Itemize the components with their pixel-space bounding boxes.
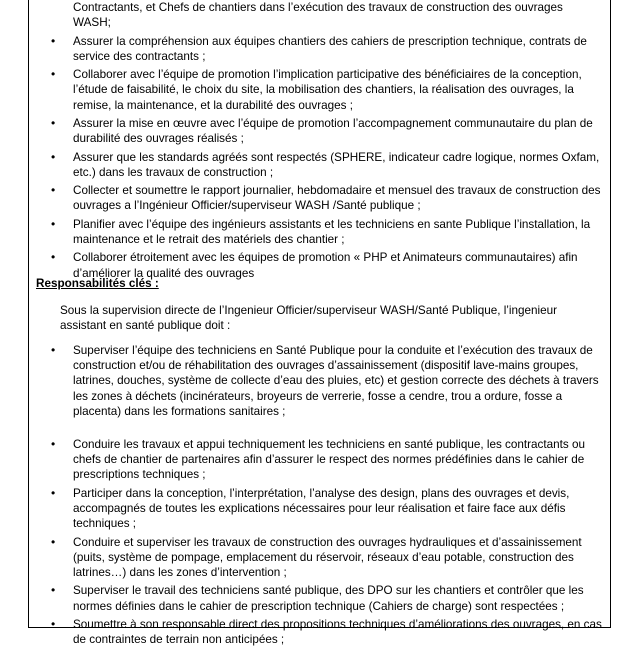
bullet-icon: •: [51, 534, 56, 549]
bullet-icon: •: [51, 216, 56, 231]
bullet-icon: •: [51, 485, 56, 500]
bullet-icon: •: [51, 583, 56, 598]
bullet-icon: •: [51, 343, 56, 357]
bullet-icon: •: [51, 183, 56, 198]
bullet-icon: •: [51, 67, 56, 82]
list-item-text: Planifier avec l’équipe des ingénieurs assistants et les techniciens en sante Publique l’installation, la maintenance et le retrait des matériels des chantier ;: [73, 217, 591, 246]
section-heading: Responsabilités clés :: [36, 277, 159, 290]
list-item-text: Assurer la compréhension aux équipes chantiers des cahiers de prescription technique, contrats de service des contractants ;: [73, 34, 587, 63]
list-item: [29, 0, 612, 30]
bullet-icon: •: [51, 115, 56, 130]
list-item: [29, 183, 612, 213]
list-item-text: Collecter et soumettre le rapport journalier, hebdomadaire et mensuel des travaux de construction des ouvrages a l’Ingénieur Officier/superviseur WASH /Santé publique ;: [73, 184, 601, 213]
list-item: [29, 34, 612, 64]
list-item: [29, 486, 612, 532]
list-item-text: Assurer la mise en œuvre avec l’équipe de promotion l’accompagnement communautaire du plan de durabilité des ouvrages réalisés ;: [73, 116, 593, 146]
list-item-text: Soumettre à son responsable direct des propositions techniques d’améliorations des ouvrages, en cas de contraintes de terrain non anticipées ;: [73, 618, 602, 647]
list-item: [29, 437, 612, 483]
bullet-icon: •: [51, 149, 56, 164]
list-item: [29, 67, 612, 113]
bullet-icon: •: [51, 33, 56, 48]
list-item: [29, 583, 612, 613]
list-item: [29, 150, 612, 180]
bullet-icon: •: [51, 437, 56, 452]
intro-paragraph: Sous la supervision directe de l’Ingenieur Officier/superviseur WASH/Santé Publique, l’ingenieur assistant en santé publique doit :: [60, 304, 557, 333]
list-item: [29, 217, 612, 247]
list-item-text: Assurer que les standards agréés sont respectés (SPHERE, indicateur cadre logique, normes Oxfam, etc.) dans les travaux de construction ;: [73, 150, 600, 179]
bullet-icon: •: [51, 617, 56, 631]
list-item-text: Superviser l’équipe des techniciens en Santé Publique pour la conduite et l’exécution des travaux de construction et/ou de réhabilitation des ouvrages d’assainissement (dispositif lave-mains groupes, latrines, douches, système de collecte d’eau des pluies, etc) et gestion correcte des déchets à travers les zones à déchets (incinérateurs, broyeurs de verrerie, fosse a cendre, trou a ordure, fosse a placenta) dans les formations sanitaires ;: [73, 344, 599, 418]
list-item-text: Collaborer avec l’équipe de promotion l’implication participative des bénéficiaires de la conception, l’étude de faisabilité, le choix du site, la mobilisation des chantiers, la réalisation des ouvrages, la remise, la maintenance, et la durabilité des ouvrages ;: [73, 68, 582, 112]
list-item-text: Participer dans la conception, l’interprétation, l’analyse des design, plans des ouvrages et devis, accompagnés de toutes les explications nécessaires pour leur réalisation et faire face aux défis techniques ;: [73, 486, 570, 531]
list-item-text: Conduire les travaux et appui techniquement les techniciens en santé publique, les contractants ou chefs de chantier de partenaires afin d’assurer le respect des normes prédéfinies dans le cahier de prescriptions techniques ;: [73, 438, 585, 482]
list-item: [29, 617, 612, 647]
duties-list: [29, 0, 612, 281]
list-item-text: Contractants, et Chefs de chantiers dans l’exécution des travaux de construction des ouvrages WASH;: [73, 1, 563, 30]
responsibilities-list: [29, 343, 612, 647]
list-item-text: Superviser le travail des techniciens santé publique, des DPO sur les chantiers et contrôler que les normes définies dans le cahier de prescription technique (Cahiers de charge) sont respectées ;: [73, 584, 584, 613]
list-item: [29, 116, 612, 146]
list-item: [29, 343, 612, 419]
list-item: [29, 535, 612, 581]
document-page: [28, 0, 611, 647]
list-item-text: Conduire et superviser les travaux de construction des ouvrages hydrauliques et d’assainissement (puits, système de pompage, emplacement du réservoir, réseaux d’eau potable, construction des latrines…) dans les zones d’intervention ;: [73, 535, 582, 580]
list-item-text: Collaborer étroitement avec les équipes de promotion « PHP et Animateurs communautaires) afin d’améliorer la qualité des ouvrages: [73, 251, 578, 280]
bullet-icon: •: [51, 250, 56, 265]
